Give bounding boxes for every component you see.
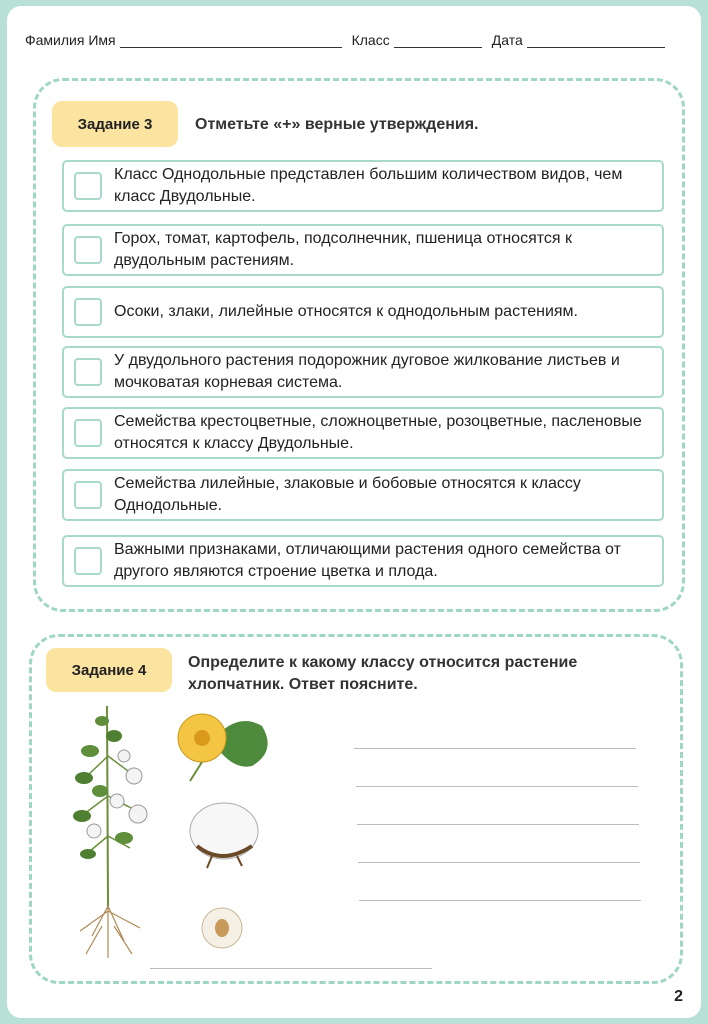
statement-7-checkbox[interactable] xyxy=(74,547,102,575)
statement-2-checkbox[interactable] xyxy=(74,236,102,264)
statement-4 xyxy=(62,346,664,398)
class-label: Класс xyxy=(351,32,390,48)
task4-title: Определите к какому классу относится растение хлопчатник. Ответ поясните. xyxy=(188,654,578,693)
task4-badge: Задание 4 xyxy=(46,648,172,692)
answer-line-5[interactable] xyxy=(359,900,641,901)
cotton-plant-icon xyxy=(73,706,147,958)
statement-5 xyxy=(62,407,664,459)
statement-2 xyxy=(62,224,664,276)
name-field[interactable] xyxy=(120,33,342,48)
statement-6-checkbox[interactable] xyxy=(74,481,102,509)
statement-6-text: Семейства лилейные, злаковые и бобовые относятся к классу Однодольные. xyxy=(114,475,581,514)
answer-line-2[interactable] xyxy=(356,786,638,787)
cotton-boll-icon xyxy=(190,803,258,868)
statement-3-checkbox[interactable] xyxy=(74,298,102,326)
statement-4-checkbox[interactable] xyxy=(74,358,102,386)
class-field[interactable] xyxy=(394,33,482,48)
statement-1-checkbox[interactable] xyxy=(74,172,102,200)
date-field[interactable] xyxy=(527,33,665,48)
statement-7-text: Важными признаками, отличающими растения одного семейства от другого являются строение цветка и плода. xyxy=(114,541,621,580)
answer-line-3[interactable] xyxy=(357,824,639,825)
name-label: Фамилия Имя xyxy=(25,32,116,48)
statement-7 xyxy=(62,535,664,587)
cotton-plant-illustration xyxy=(62,696,302,964)
task3-badge: Задание 3 xyxy=(52,101,178,147)
statement-5-text: Семейства крестоцветные, сложноцветные, розоцветные, пасленовые относятся к классу Двудольные. xyxy=(114,413,642,452)
statement-3-text: Осоки, злаки, лилейные относятся к однодольным растениям. xyxy=(114,303,578,320)
statement-5-checkbox[interactable] xyxy=(74,419,102,447)
student-info-header xyxy=(25,32,691,48)
statement-3 xyxy=(62,286,664,338)
answer-line-4[interactable] xyxy=(358,862,640,863)
statement-4-text: У двудольного растения подорожник дуговое жилкование листьев и мочковатая корневая система. xyxy=(114,352,620,391)
task3-title: Отметьте «+» верные утверждения. xyxy=(195,116,479,133)
date-label: Дата xyxy=(491,32,523,48)
cotton-flower-icon xyxy=(178,714,268,781)
statement-6 xyxy=(62,469,664,521)
cotton-seed-icon xyxy=(202,908,242,948)
answer-line-1[interactable] xyxy=(354,748,636,749)
statement-1-text: Класс Однодольные представлен большим количеством видов, чем класс Двудольные. xyxy=(114,166,623,205)
answer-line-6[interactable] xyxy=(150,968,432,969)
page-number: 2 xyxy=(674,988,683,1005)
statement-1 xyxy=(62,160,664,212)
task3-panel xyxy=(33,78,685,612)
statement-2-text: Горох, томат, картофель, подсолнечник, пшеница относятся к двудольным растениям. xyxy=(114,230,572,269)
worksheet-page xyxy=(7,6,701,1018)
